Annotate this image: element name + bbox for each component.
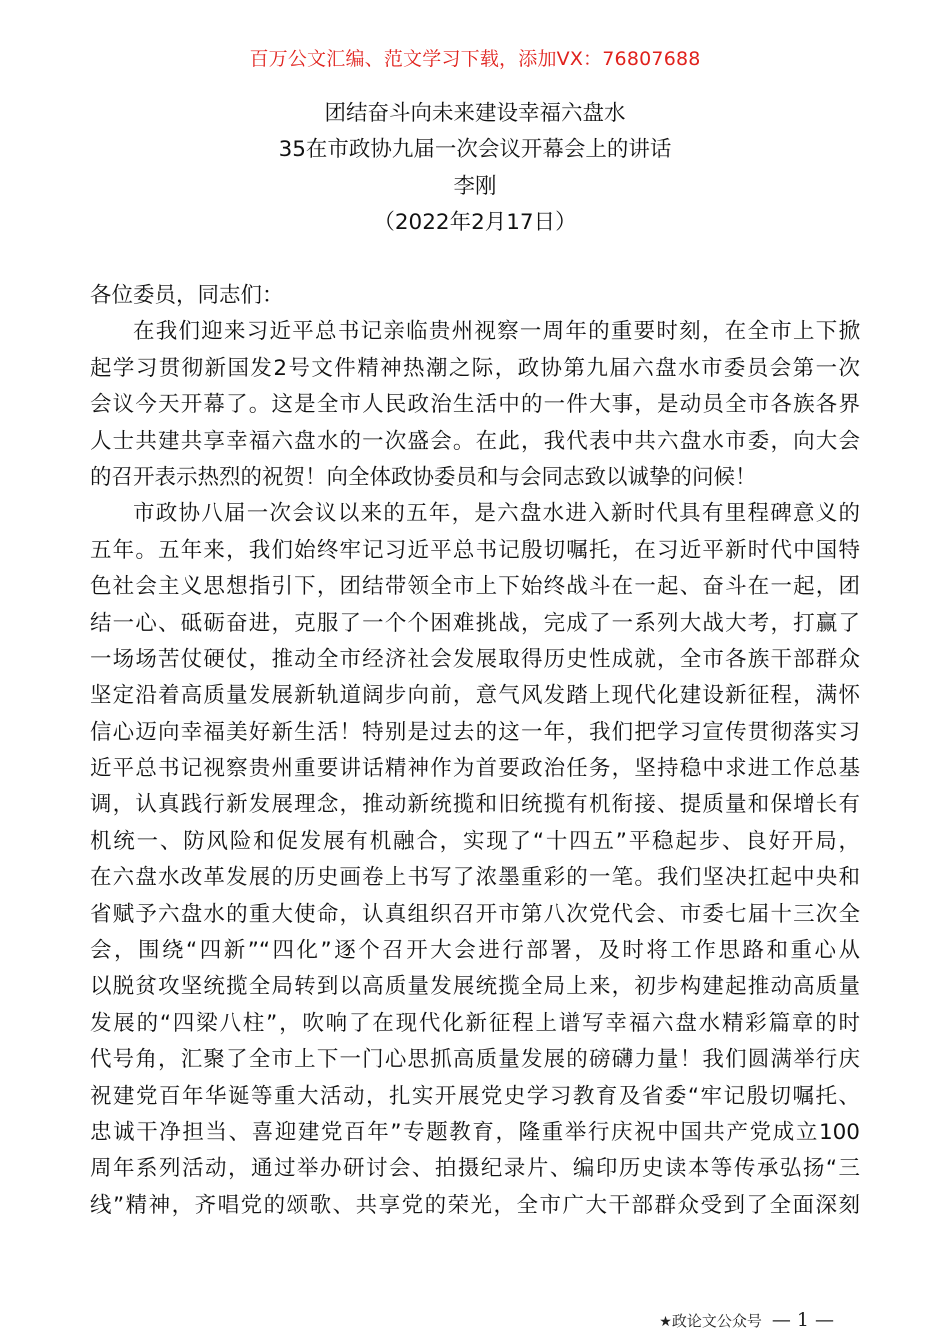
speech-date: （2022年2月17日） [373, 210, 577, 236]
page-number: — 1 — [771, 1309, 834, 1331]
text-line: 色社会主义思想指引下，团结带领全市上下始终战斗在一起、奋斗在一起，团 [90, 574, 860, 600]
text-line: 线”精神，齐唱党的颂歌、共享党的荣光，全市广大干部群众受到了全面深刻 [90, 1192, 860, 1218]
text-line: 调，认真践行新发展理念，推动新统揽和旧统揽有机衔接、提质量和保增长有 [90, 792, 860, 818]
document-title: 团结奋斗向未来建设幸福六盘水 [324, 101, 626, 126]
speech-body [90, 278, 860, 1224]
text-line: 近平总书记视察贵州重要讲话精神作为首要政治任务，坚持稳中求进工作总基 [90, 756, 860, 782]
text-line: 的召开表示热烈的祝贺！向全体政协委员和与会同志致以诚挚的问候！ [90, 464, 757, 490]
promo-banner: 百万公文汇编、范文学习下载，添加VX：76807688 [249, 48, 701, 70]
star-icon: ★ [659, 1314, 672, 1330]
text-line: 祝建党百年华诞等重大活动，扎实开展党史学习教育及省委“牢记殷切嘱托、 [90, 1083, 860, 1109]
text-line: 会，围绕“四新”“四化”逐个召开大会进行部署，及时将工作思路和重心从 [90, 938, 860, 964]
title-block [0, 96, 950, 242]
document-subtitle: 35在市政协九届一次会议开幕会上的讲话 [278, 137, 672, 163]
paragraph-1 [90, 314, 860, 496]
author-name: 李刚 [453, 173, 497, 199]
text-line: 周年系列活动，通过举办研讨会、拍摄纪录片、编印历史读本等传承弘扬“三 [90, 1156, 860, 1182]
text-line: 机统一、防风险和促发展有机融合，实现了“十四五”平稳起步、良好开局， [90, 828, 860, 854]
text-line: 发展的“四梁八柱”，吹响了在现代化新征程上谱写幸福六盘水精彩篇章的时 [90, 1010, 860, 1036]
text-line: 市政协八届一次会议以来的五年，是六盘水进入新时代具有里程碑意义的 [133, 501, 860, 527]
text-line: 会议今天开幕了。这是全市人民政治生活中的一件大事，是动员全市各族各界 [90, 392, 860, 418]
text-line: 信心迈向幸福美好新生活！特别是过去的这一年，我们把学习宣传贯彻落实习 [90, 719, 860, 745]
page-footer [659, 1308, 834, 1334]
text-line: 结一心、砥砺奋进，克服了一个个困难挑战，完成了一系列大战大考，打赢了 [90, 610, 860, 636]
text-line: 在六盘水改革发展的历史画卷上书写了浓墨重彩的一笔。我们坚决扛起中央和 [90, 865, 860, 891]
text-line: 忠诚干净担当、喜迎建党百年”专题教育，隆重举行庆祝中国共产党成立100 [90, 1119, 860, 1145]
text-line: 一场场苦仗硬仗，推动全市经济社会发展取得历史性成就，全市各族干部群众 [90, 646, 860, 672]
paragraph-2 [90, 496, 860, 1224]
text-line: 起学习贯彻新国发2号文件精神热潮之际，政协第九届六盘水市委员会第一次 [90, 355, 860, 381]
text-line: 省赋予六盘水的重大使命，认真组织召开市第八次党代会、市委七届十三次全 [90, 901, 860, 927]
text-line: 五年。五年来，我们始终牢记习近平总书记殷切嘱托，在习近平新时代中国特 [90, 537, 860, 563]
text-line: 在我们迎来习近平总书记亲临贵州视察一周年的重要时刻，在全市上下掀 [133, 319, 860, 345]
salutation: 各位委员，同志们： [90, 283, 284, 308]
footer-source: 政论文公众号 [671, 1312, 762, 1330]
text-line: 以脱贫攻坚统揽全局转到以高质量发展统揽全局上来，初步构建起推动高质量 [90, 974, 860, 1000]
text-line: 代号角，汇聚了全市上下一门心思抓高质量发展的磅礴力量！我们圆满举行庆 [90, 1047, 860, 1073]
text-line: 坚定沿着高质量发展新轨道阔步向前，意气风发踏上现代化建设新征程，满怀 [90, 683, 860, 709]
text-line: 人士共建共享幸福六盘水的一次盛会。在此，我代表中共六盘水市委，向大会 [90, 428, 860, 454]
